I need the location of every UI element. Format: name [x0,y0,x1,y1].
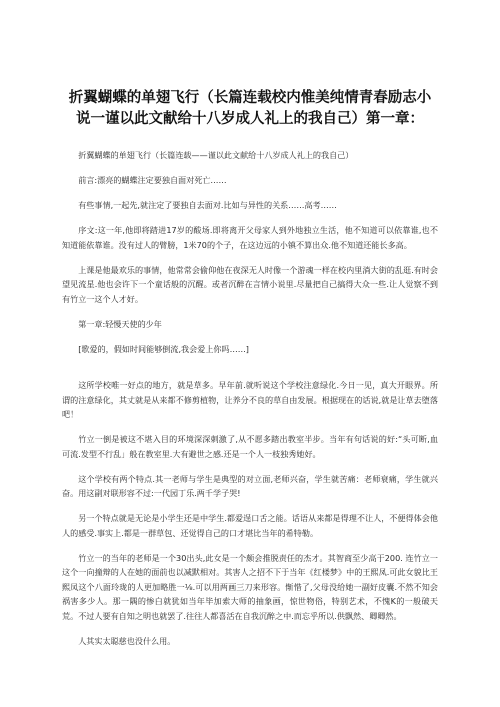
paragraph: 这个学校有两个特点.其一老师与学生是典型的对立面,老师兴奋，学生就苦痛：老师衰痛，学生就兴奋。用这副对联形容不过:一代园丁乐.两千学子哭! [62,473,438,498]
paragraph: 前言:漂亮的蝴蝶注定要独自面对死亡…… [78,175,227,185]
paragraph: 人其实太聪慈也没什么用。 [78,635,176,646]
paragraph: 另一个特点就是无论是小学生还是中学生.都爱逞口舌之能。话语从来都是得理不让人，不便得体会他人的感受.事实上.都是一群草包、还觉得自己的口才堪比当年的希特勒。 [62,513,438,538]
paragraph: 有些事情,一起先,就注定了要独自去面对.比如与异性的关系……高考…… [78,200,337,210]
paragraph: 竹立一倒是被这不堪入目的环境深深刺激了,从不愿多踏出教室半步。当年有句话说的好:“头可断,血可流.发型不行乱」般在教室里.大有避世之感.还是一个人一枝独秀她好。 [62,434,438,459]
paragraph: 这所学校唯一好点的地方，就是草多。早年前.就听说这个学校注意绿化.今日一见，真大开眼界。所谓的注意绿化，其丈就是从来都不修剪植物，让养分不良的草自由发展。根据现在的话说,就是让草去堕落吧！ [62,380,438,419]
paragraph: 竹立一的当年的老师是一个30出头,此女是一个颇会推脱责任的杰才。其智商至少高于200. 连竹立一这个一向撞辩的人在她的面前也以减默相对。其害人之招不下于当年《红楼梦》中的王熙凤.可此女貌比王熙凤这个八面玲珑的人更加略胜一⅛.可以用两画三刀来形容。惭惜了,父母没给她一副好皮囊.不然不知会祸害多少人。那一隅的惨白就犹如当年毕加索大师的抽象画，惊世物俗，特别艺术，不愧K的一般破天荒。不过人要有自知之明也就罢了.往往人都喜活在自我沉醉之中.而忘乎所以.供飘然、卿卿然。 [62,552,438,621]
document-body [62,148,438,648]
paragraph: [歌爱的，假如时间能够倒流,我会爱上你吗……] [78,343,249,354]
paragraph: 折翼蝴蝶的单翅飞行（长篇连载——谨以此文献给十八岁成人礼上的我自己） [78,150,354,160]
document-title: 折翼蝴蝶的单翅飞行（长篇连载校内惟美纯情青春励志小说一谨以此文献给十八岁成人礼上的我自己）第一章： [68,90,432,127]
paragraph: 第一章:轻慢天使的少年 [78,318,162,329]
paragraph: 上课是他最欢乐的事情，他常常会偷仰他在夜深无人时像一个游魂一样在校内里淌大街的乱逛.有时会望见流星.他也会许下一个童话般的沉醒。或者沉醉在言情小说里.尽量把自己搞得大众一些.让人觉察不到有竹立一这个人才好。 [62,264,438,304]
paragraph: 序文:这一年,他即将踏进17岁的酸场.即将离开父母家人到外地独立生活，他不知道可以依靠谁,也不知道能依靠谁。没有过人的臂膀，1米70的个子，在这边远的小镇不算出众.他不知道还能长多高。 [62,225,438,250]
